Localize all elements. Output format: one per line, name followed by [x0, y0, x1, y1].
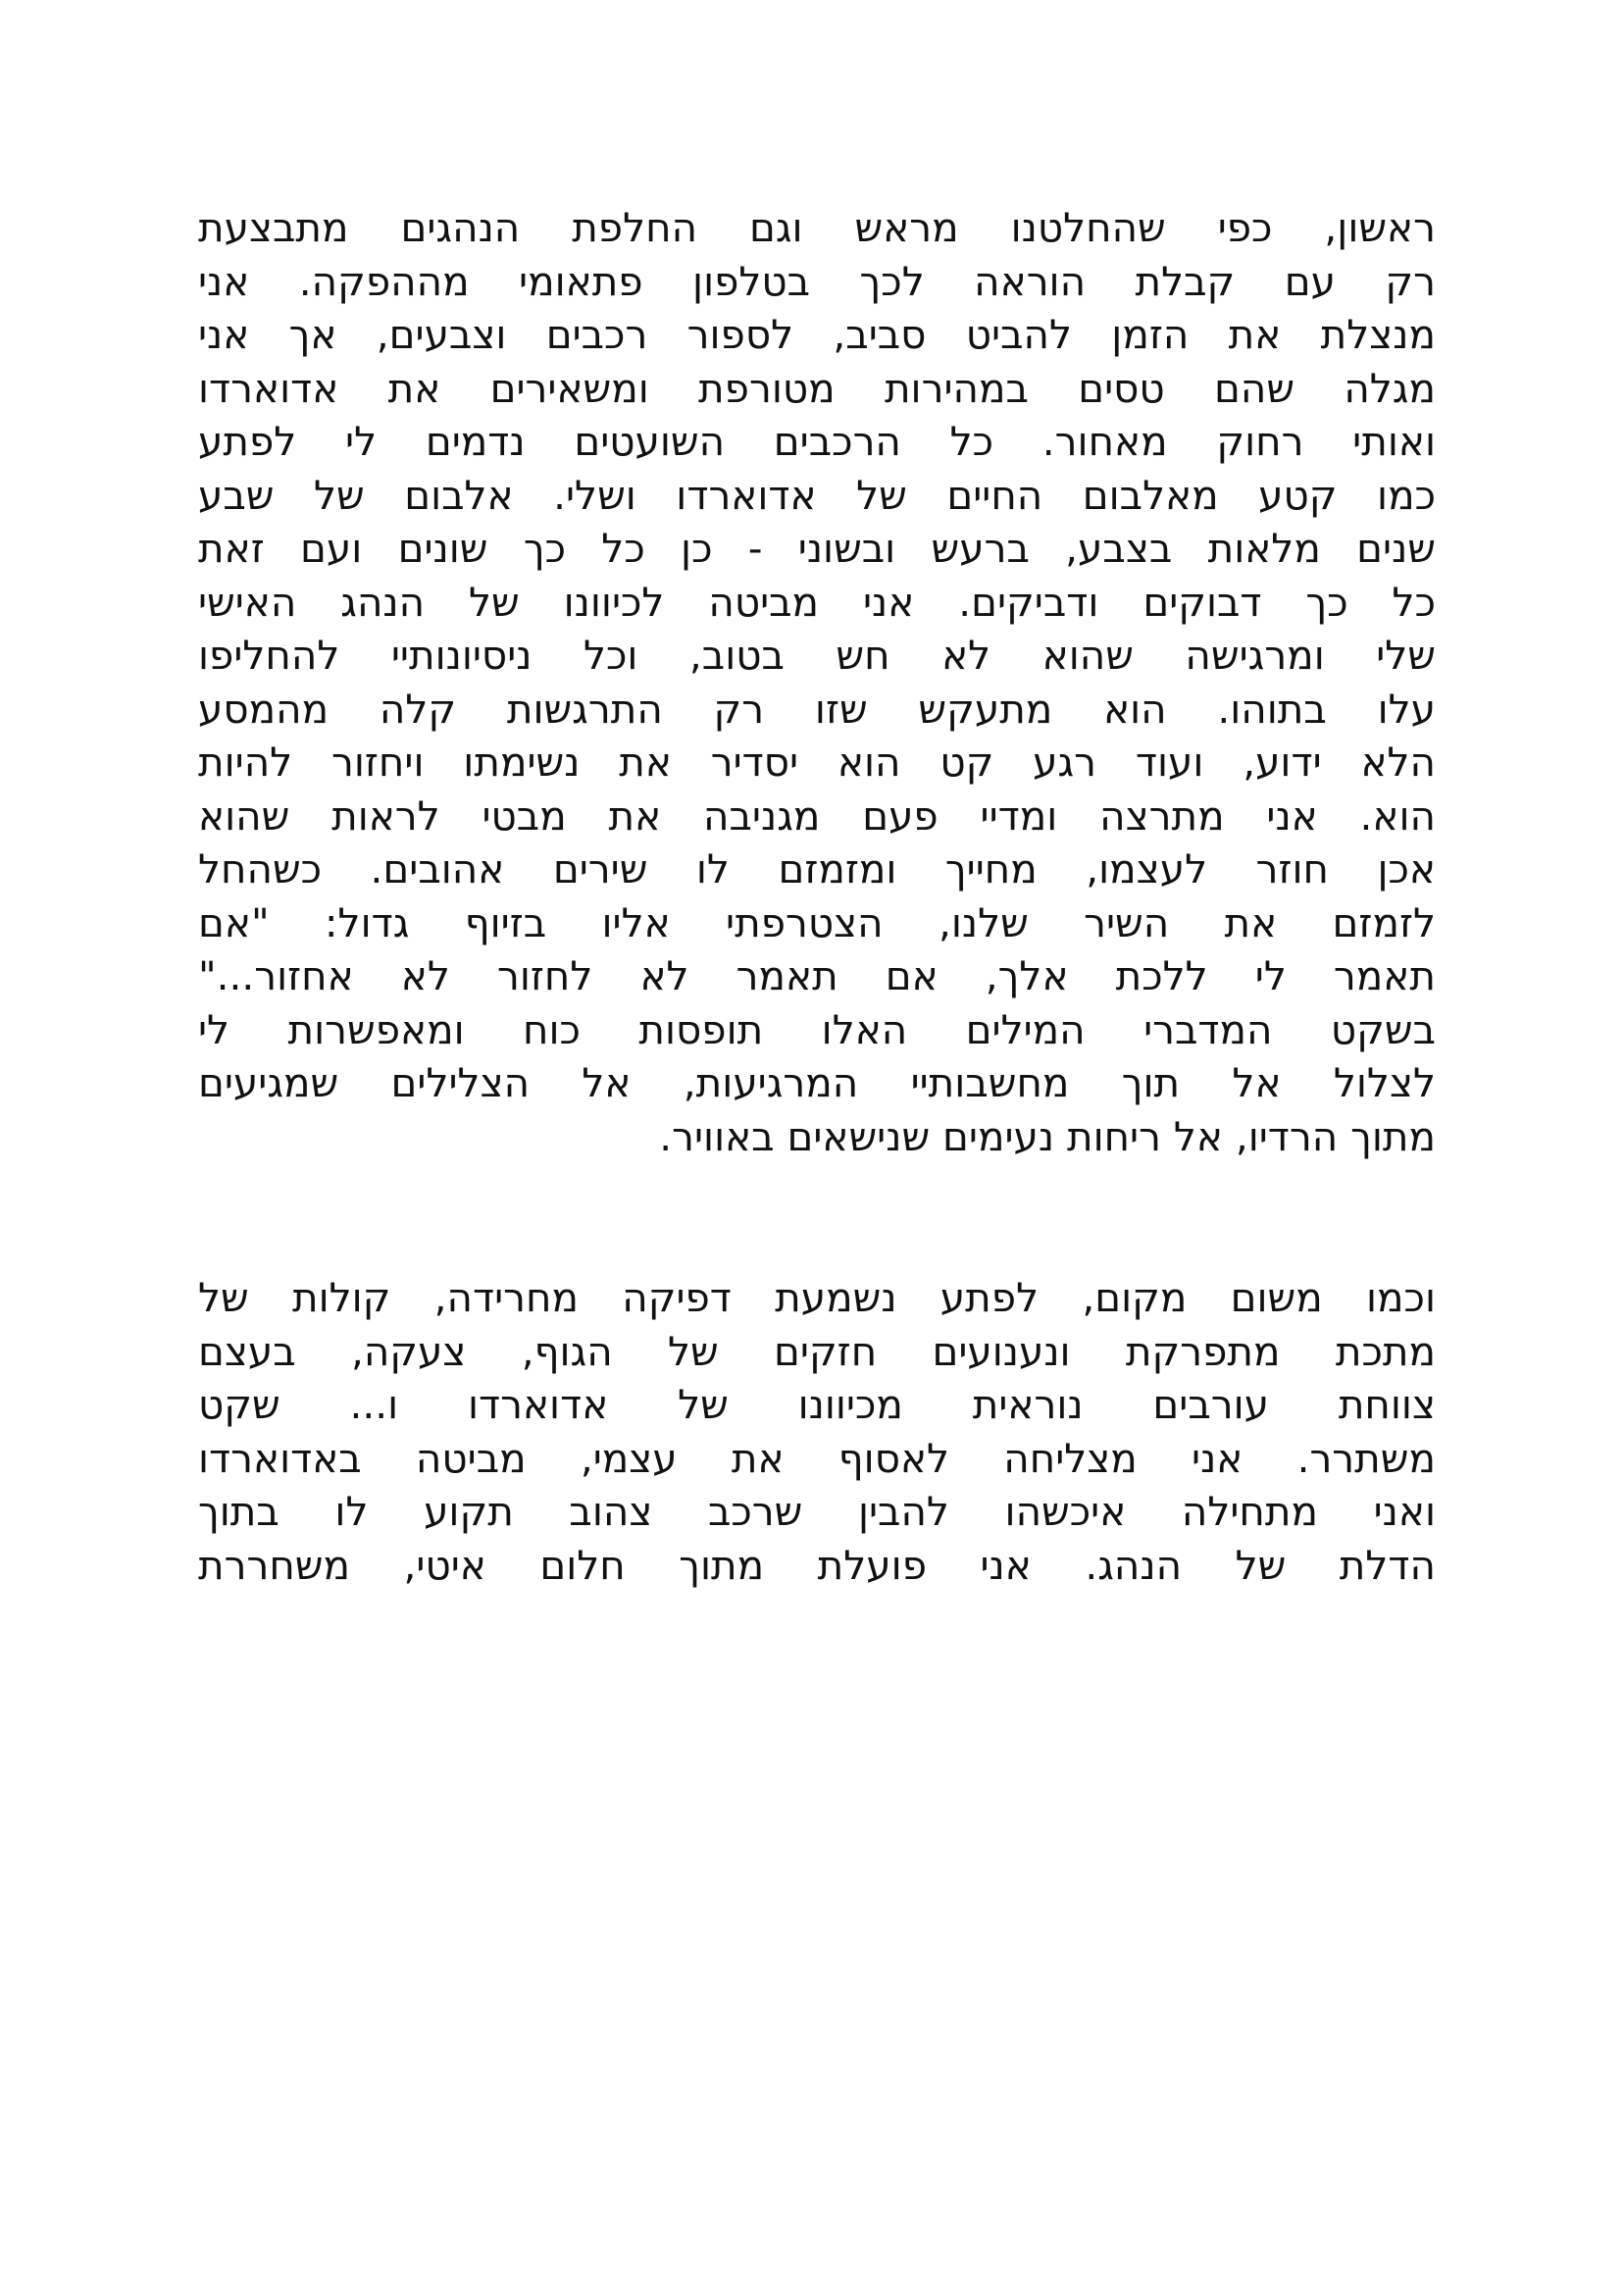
text-line: ואותי רחוק מאחור. כל הרכבים השועטים נדמים לי לפתע: [198, 418, 1436, 465]
text-line: כמו קטע מאלבום החיים של אדוארדו ושלי. אלבום של שבע: [198, 471, 1436, 519]
paragraph-2: [198, 1271, 1436, 1592]
text-line: ראשון, כפי שהחלטנו מראש וגם החלפת הנהגים מתבצעת: [198, 204, 1436, 251]
text-line: הוא. אני מתרצה ומדיי פעם מגניבה את מבטי לראות שהוא: [198, 791, 1436, 840]
text-line: מתכת מתפרקת ונענועים חזקים של הגוף, צעקה, בעצם: [198, 1327, 1436, 1375]
text-line: צווחת עורבים נוראית מכיוונו של אדוארדו ו... שקט: [198, 1381, 1436, 1428]
text-line: הלא ידוע, ועוד רגע קט הוא יסדיר את נשימתו ויחזור להיות: [198, 739, 1436, 786]
text-line: וכמו משום מקום, לפתע נשמעת דפיקה מחרידה, קולות של: [198, 1274, 1436, 1321]
text-line: ואני מתחילה איכשהו להבין שרכב צהוב תקוע לו בתוך: [198, 1488, 1436, 1535]
text-line: בשקט המדברי המילים האלו תופסות כוח ומאפשרות לי: [198, 1005, 1436, 1053]
text-line: שלי ומרגישה שהוא לא חש בטוב, וכל ניסיונותיי להחליפו: [198, 632, 1436, 679]
document-page: [198, 201, 1436, 1592]
text-line: לצלול אל תוך מחשבותיי המרגיעות, אל הצלילים שמגיעים: [198, 1059, 1436, 1106]
text-line: משתרר. אני מצליחה לאסוף את עצמי, מביטה באדוארדו: [198, 1434, 1436, 1482]
text-line: הדלת של הנהג. אני פועלת מתוך חלום איטי, משחררת: [198, 1541, 1436, 1589]
text-line: אכן חוזר לעצמו, מחייך ומזמזם לו שירים אהובים. כשהחל: [198, 845, 1436, 892]
text-line: רק עם קבלת הוראה לכך בטלפון פתאומי מההפקה. אני: [198, 257, 1436, 305]
text-line: עלו בתוהו. הוא מתעקש שזו רק התרגשות קלה מהמסע: [198, 685, 1436, 733]
paragraph-1: [198, 201, 1436, 1163]
text-line: כל כך דבוקים ודביקים. אני מביטה לכיוונו של הנהג האישי: [198, 578, 1436, 626]
text-line: מגלה שהם טסים במהירות מטורפת ומשאירים את אדוארדו: [198, 364, 1436, 412]
text-line: לזמזם את השיר שלנו, הצטרפתי אליו בזיוף גדול: "אם: [198, 898, 1436, 946]
text-line: מנצלת את הזמן להביט סביב, לספור רכבים וצבעים, אך אני: [198, 311, 1436, 358]
text-line: שנים מלאות בצבע, ברעש ובשוני - כן כל כך שונים ועם זאת: [198, 525, 1436, 572]
text-line: מתוך הרדיו, אל ריחות נעימים שנישאים באוויר.: [659, 1112, 1436, 1160]
text-line: תאמר לי ללכת אלך, אם תאמר לא לחזור לא אחזור...": [198, 952, 1436, 999]
